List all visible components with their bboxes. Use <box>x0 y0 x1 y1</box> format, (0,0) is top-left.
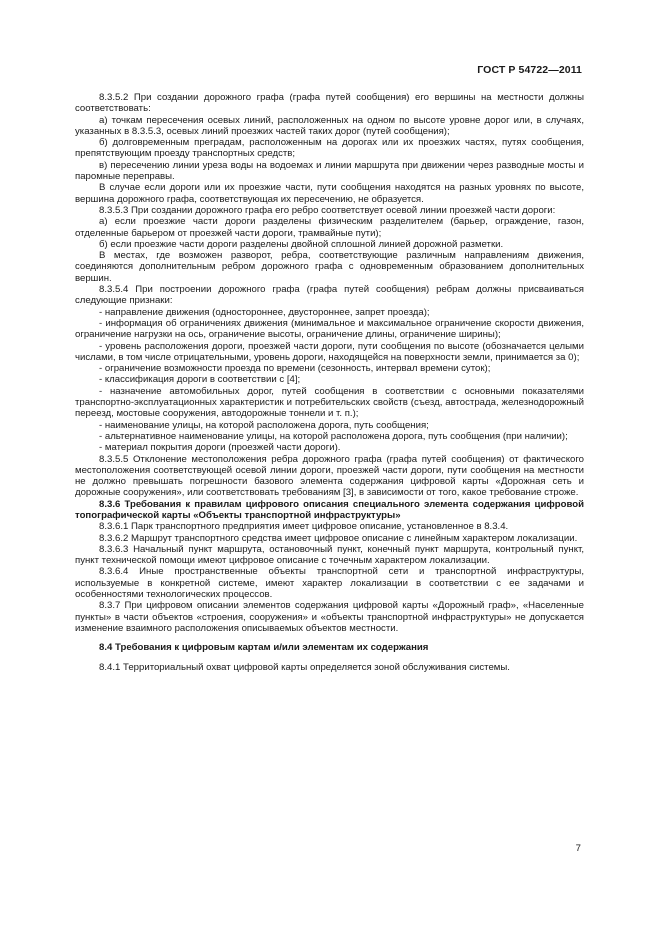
paragraph-8-3-6-2: 8.3.6.2 Маршрут транспортного средства имеет цифровое описание с линейным характером локализации. <box>99 532 578 544</box>
paragraph-8-3-5-3: 8.3.5.3 При создании дорожного графа его ребро соответствует осевой линии проезжей части дороги: <box>99 204 556 216</box>
paragraph-8-3-6-3: 8.3.6.3 Начальный пункт маршрута, остановочный пункт, конечный пункт маршрута, контрольный пункт, пункт технической помощи имеют цифровое описание с точечным характером локализации. <box>75 543 584 567</box>
list-item-v: в) пересечению линии уреза воды на водоемах и линии маршрута при движении через разводные мосты и паромные переправы. <box>75 159 584 183</box>
section-heading-8-3-6: 8.3.6 Требования к правилам цифрового описания специального элемента содержания цифровой топографической карты «Объекты транспортной инфраструктуры» <box>75 498 584 521</box>
document-body <box>75 92 584 673</box>
dash-list-item: - ограничение возможности проезда по времени (сезонность, интервал времени суток); <box>99 363 491 375</box>
paragraph-8-3-5-4: 8.3.5.4 При построении дорожного графа (графа путей сообщения) ребрам должны присваиваться следующие признаки: <box>75 284 584 307</box>
paragraph-8-3-6-1: 8.3.6.1 Парк транспортного предприятия имеет цифровое описание, установленное в 8.3.4. <box>99 521 509 533</box>
dash-list-item: - уровень расположения дороги, проезжей части дороги, пути сообщения по высоте (обозначается целыми числами, в том числе отрицательными, уровень дороги, находящейся на поверхности земли, принимается за 0); <box>75 340 584 363</box>
paragraph-8-4-1: 8.4.1 Территориальный охват цифровой карты определяется зоной обслуживания системы. <box>99 661 510 673</box>
section-heading-8-4: 8.4 Требования к цифровым картам и/или элементам их содержания <box>99 642 429 654</box>
dash-list-item: - информация об ограничениях движения (минимальное и максимальное ограничение скорости движения, ограничение нагрузки на ось, ограничение высоты, ограничение длины, ограничение ширины); <box>75 317 584 341</box>
paragraph: В случае если дороги или их проезжие части, пути сообщения находятся на разных уровнях по высоте, вершина дорожного графа, соответствующая их пересечению, не образуется. <box>75 182 584 205</box>
dash-list-item: - материал покрытия дороги (проезжей части дороги). <box>99 442 341 454</box>
paragraph-8-3-6-4: 8.3.6.4 Иные пространственные объекты транспортной сети и транспортной инфраструктуры, используемые в конкретной системе, имеют характер локализации в соответствии с ее задачами и особенностями технологических процессов. <box>75 566 584 601</box>
list-item-a: а) если проезжие части дороги разделены физическим разделителем (барьер, ограждение, газон, отделенные барьером от проезжей части дороги, трамвайные пути); <box>75 216 584 239</box>
dash-list-item: - классификация дороги в соответствии с [4]; <box>99 374 301 386</box>
dash-list-item: - альтернативное наименование улицы, на которой расположена дорога, путь сообщения (при наличии); <box>99 430 568 442</box>
dash-list-item: - наименование улицы, на которой расположена дорога, путь сообщения; <box>99 419 429 431</box>
paragraph: В местах, где возможен разворот, ребра, соответствующие различным направлениям движения, соединяются дополнительным ребром дорожного графа с одновременным образованием дополнительных вершин. <box>75 250 584 284</box>
list-item-a: а) точкам пересечения осевых линий, расположенных на одном по высоте уровне дорог или, в случаях, указанных в 8.3.5.3, осевых линий проезжих частей таких дорог (путей сообщения); <box>75 114 584 137</box>
paragraph-8-3-5-5: 8.3.5.5 Отклонение местоположения ребра дорожного графа (графа путей сообщения) от фактического местоположения соответствующей осевой линии дороги, проезжей части дороги, пути сообщения на местности не должно превышать погрешности базового элемента содержания цифровой карты «Дорожная сеть и дорожные сооружения», или соответствовать требованиям [3], в зависимости от того, какое требование строже. <box>75 453 584 499</box>
dash-list-item: - назначение автомобильных дорог, путей сообщения в соответствии с основными показателями транспортно-эксплуатационных характеристик и потребительских свойств (съезд, автострада, железнодорожный переезд, мостовые сооружения, автодорожные тоннели и т. п.); <box>75 385 584 420</box>
paragraph-8-3-5-2: 8.3.5.2 При создании дорожного графа (графа путей сообщения) его вершины на местности должны соответствовать: <box>75 92 584 115</box>
document-header: ГОСТ Р 54722—2011 <box>477 64 582 76</box>
list-item-b: б) если проезжие части дороги разделены двойной сплошной линией дорожной разметки. <box>99 238 504 250</box>
list-item-b: б) долговременным преградам, расположенным на дорогах или их проезжих частях, путях сообщения, препятствующим проезду транспортных средств; <box>75 137 584 160</box>
paragraph-8-3-7: 8.3.7 При цифровом описании элементов содержания цифровой карты «Дорожный граф», «Населенные пункты» в части объектов «строения, сооружения» и «объекты транспортной инфраструктуры» не допускается изменение взаимного расположения описываемых объектов местности. <box>75 600 584 634</box>
dash-list-item: - направление движения (одностороннее, двустороннее, запрет проезда); <box>99 306 430 318</box>
page-number: 7 <box>575 843 581 854</box>
